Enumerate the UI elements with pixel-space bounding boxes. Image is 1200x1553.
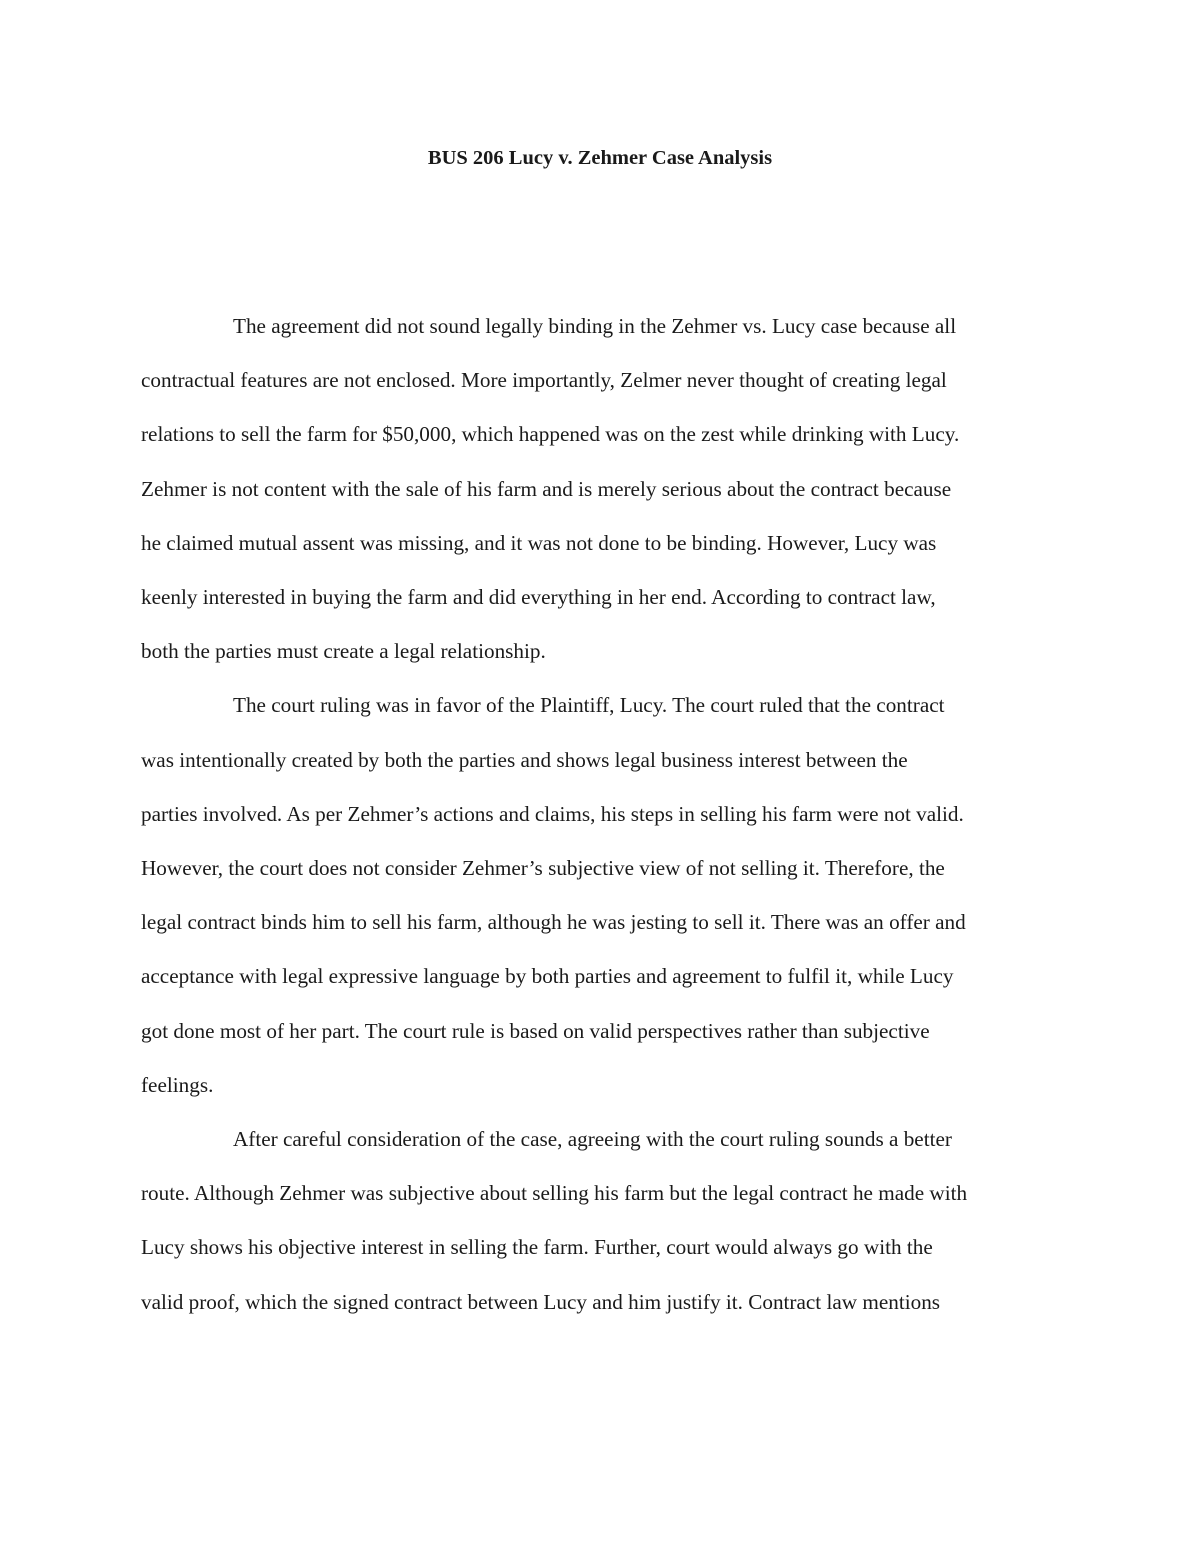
- text-line: got done most of her part. The court rule is based on valid perspectives rather than subjective: [141, 1018, 930, 1043]
- text-line: After careful consideration of the case, agreeing with the court ruling sounds a better: [233, 1127, 952, 1152]
- text-line: route. Although Zehmer was subjective about selling his farm but the legal contract he made with: [141, 1181, 968, 1206]
- paragraph-2: [141, 678, 1059, 1112]
- text-line: Lucy shows his objective interest in selling the farm. Further, court would always go with the: [141, 1235, 933, 1260]
- paragraph-1: [141, 299, 1059, 678]
- text-line: contractual features are not enclosed. More importantly, Zelmer never thought of creating legal: [141, 368, 947, 393]
- text-line: keenly interested in buying the farm and did everything in her end. According to contract law,: [141, 585, 936, 610]
- text-line: he claimed mutual assent was missing, and it was not done to be binding. However, Lucy was: [141, 530, 937, 555]
- paragraph-3: [141, 1112, 1059, 1329]
- text-line: parties involved. As per Zehmer’s actions and claims, his steps in selling his farm were not valid.: [141, 801, 964, 826]
- text-line: The court ruling was in favor of the Plaintiff, Lucy. The court ruled that the contract: [233, 693, 945, 718]
- text-line: legal contract binds him to sell his farm, although he was jesting to sell it. There was an offer and: [141, 910, 966, 935]
- text-line: Zehmer is not content with the sale of his farm and is merely serious about the contract because: [141, 476, 952, 501]
- document-body: [141, 299, 1059, 1329]
- document-title: BUS 206 Lucy v. Zehmer Case Analysis: [427, 147, 773, 169]
- text-line: valid proof, which the signed contract between Lucy and him justify it. Contract law mentions: [141, 1289, 941, 1314]
- text-line: was intentionally created by both the parties and shows legal business interest between the: [141, 747, 908, 772]
- text-line: both the parties must create a legal relationship.: [141, 639, 546, 664]
- text-line: However, the court does not consider Zehmer’s subjective view of not selling it. Therefore, the: [141, 856, 945, 881]
- text-line: feelings.: [141, 1072, 214, 1097]
- text-line: The agreement did not sound legally binding in the Zehmer vs. Lucy case because all: [233, 314, 957, 338]
- text-line: acceptance with legal expressive language by both parties and agreement to fulfil it, while Lucy: [141, 964, 954, 989]
- text-line: relations to sell the farm for $50,000, which happened was on the zest while drinking with Lucy.: [141, 422, 960, 447]
